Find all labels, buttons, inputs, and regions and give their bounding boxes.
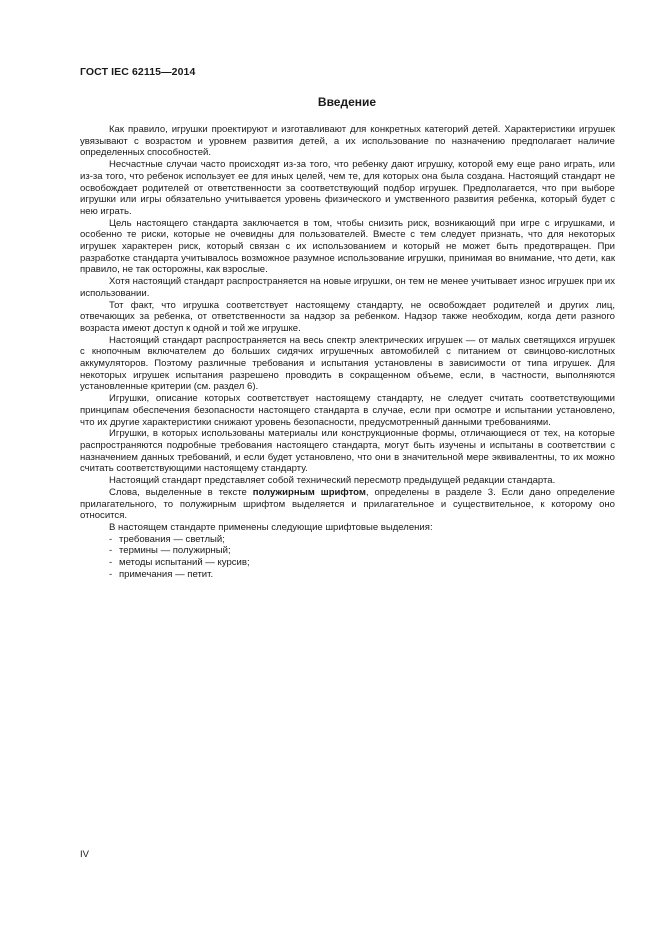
text-run: , определены в разделе 3. Если дано определение прилагательного, то полужирным шрифтом выделяется и прилагательное и существительное, к которому оно относится. bbox=[80, 486, 615, 522]
section-title: Введение bbox=[317, 95, 377, 109]
list-intro: В настоящем стандарте применены следующие шрифтовые выделения: bbox=[109, 521, 433, 533]
text-run: Слова, выделенные в тексте bbox=[109, 486, 253, 498]
list-item-text: термины — полужирный; bbox=[119, 545, 231, 557]
list-dash: - bbox=[109, 545, 113, 557]
paragraph: Хотя настоящий стандарт распространяется на новые игрушки, он тем не менее учитывает износ игрушек при их использовании. bbox=[80, 276, 615, 299]
list-item bbox=[80, 534, 615, 546]
document-header: ГОСТ IEC 62115—2014 bbox=[80, 66, 196, 78]
list-item-text: методы испытаний — курсив; bbox=[119, 557, 250, 569]
list-item-text: требования — светлый; bbox=[119, 533, 225, 545]
list-item bbox=[80, 569, 615, 581]
list-dash: - bbox=[109, 557, 113, 569]
paragraph: Цель настоящего стандарта заключается в том, чтобы снизить риск, возникающий при игре с игрушками, и особенно те риски, которые не очевидны для пользователей. Вместе с тем следует признать, что для некоторых игрушек характерен риск, который связан с их использованием и который не может быть предотвращен. При разработке стандарта учитывалось возможное разумное использование игрушки, принимая во внимание, что дети, как правило, не так осторожны, как взрослые. bbox=[80, 217, 615, 276]
paragraph: Тот факт, что игрушка соответствует настоящему стандарту, не освобождает родителей и других лиц, отвечающих за ребенка, от ответственности за надзор за ребенком. Надзор также необходим, когда дети разного возраста имеют доступ к одной и той же игрушке. bbox=[80, 299, 615, 334]
list-dash: - bbox=[109, 533, 113, 545]
list-item-text: примечания — петит. bbox=[119, 568, 214, 580]
paragraph: Несчастные случаи часто происходят из-за того, что ребенку дают игрушку, которой ему еще рано играть, или из-за того, что ребенок использует ее для иных целей, чем те, для которых она была создана. Настоящий стандарт не освобождает родителей от ответственности за соответствующий подбор игрушек. Предполагается, что при выборе игрушки или игры обязательно учитывается уровень физического и умственного развития ребенка, который будет с нею играть. bbox=[80, 159, 615, 217]
list-item bbox=[80, 557, 615, 569]
font-styles-list bbox=[80, 534, 615, 581]
bold-term: полужирным шрифтом bbox=[252, 486, 366, 498]
paragraph-bold-terms bbox=[80, 487, 615, 522]
page-number: IV bbox=[80, 849, 89, 860]
paragraph: Игрушки, описание которых соответствует настоящему стандарту, не следует считать соответствующими принципам обеспечения безопасности настоящего стандарта в случае, если при осмотре и испытании установлено, что их другие характеристики снижают уровень безопасности, предусмотренный данными требованиями. bbox=[80, 393, 615, 428]
body-text bbox=[80, 124, 615, 580]
list-dash: - bbox=[109, 568, 113, 580]
paragraph: Как правило, игрушки проектируют и изготавливают для конкретных категорий детей. Характеристики игрушек увязывают с возрастом и уровнем развития детей, а их использование по назначению предполагает наличие определенных способностей. bbox=[80, 124, 615, 159]
paragraph: Настоящий стандарт представляет собой технический пересмотр предыдущей редакции стандарта. bbox=[109, 475, 556, 487]
list-item bbox=[80, 545, 615, 557]
paragraph: Настоящий стандарт распространяется на весь спектр электрических игрушек — от малых светящихся игрушек с кнопочным включателем до больших сидячих игрушечных автомобилей с питанием от свинцово-кислотных аккумуляторов. Поэтому различные требования и испытания установлены в зависимости от типа игрушек. Для некоторых игрушек испытания разрешено проводить в сокращенном объеме, если, в частности, выполняются установленные критерии (см. раздел 6). bbox=[80, 334, 615, 393]
paragraph: Игрушки, в которых использованы материалы или конструкционные формы, отличающиеся от тех, на которые распространяются подробные требования настоящего стандарта, могут быть изучены и испытаны в соответствии с назначением данных требований, и если будет установлено, что они в значительной мере эквивалентны, то их можно считать соответствующими настоящему стандарту. bbox=[80, 428, 615, 475]
